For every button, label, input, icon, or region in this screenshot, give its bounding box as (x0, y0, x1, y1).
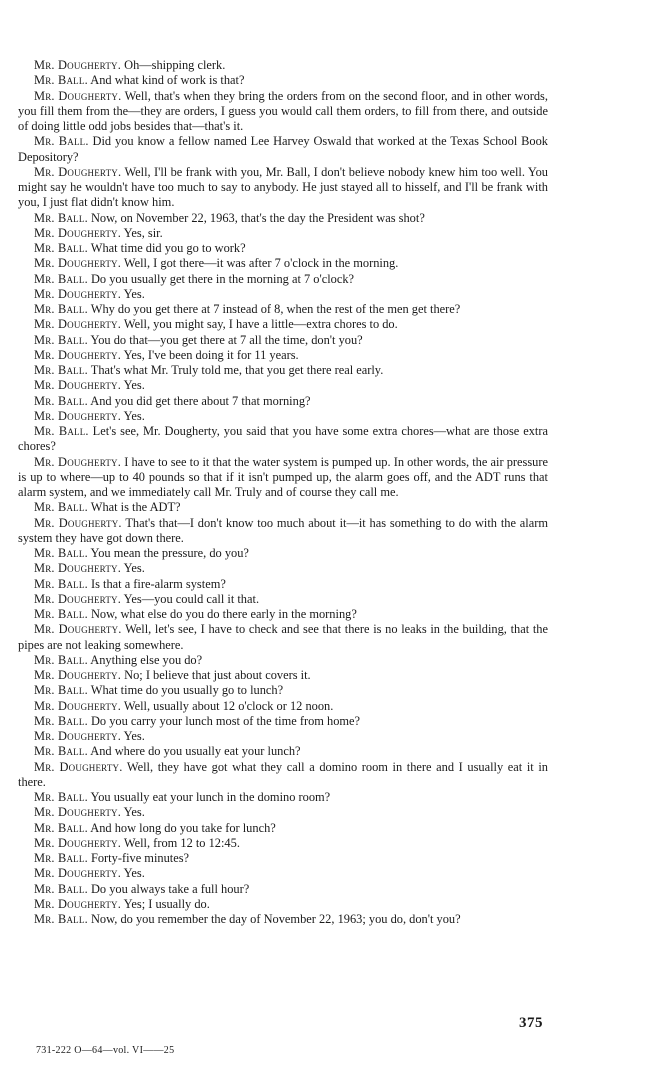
speech-text: Anything else you do? (87, 652, 203, 667)
testimony-paragraph (18, 699, 548, 714)
testimony-paragraph (18, 424, 548, 455)
testimony-paragraph (18, 668, 548, 683)
speech-text: What time do you usually go to lunch? (87, 683, 284, 698)
speaker-name: Mr. Ball. (34, 393, 88, 408)
testimony-paragraph (18, 241, 548, 256)
testimony-paragraph (18, 912, 548, 927)
speaker-name: Mr. Dougherty. (34, 561, 122, 576)
speaker-name: Mr. Ball. (34, 500, 88, 515)
speaker-name: Mr. Ball. (34, 607, 88, 621)
testimony-paragraph (18, 333, 548, 348)
speech-text: Well, that's when they bring the orders from on the second floor, and in other words, you fill them from the—they are orders, I guess you would call them orders, to fill from there, and outside of doing little odd jobs besides that—that's it. (18, 88, 548, 133)
speech-text: No; I believe that just about covers it. (121, 668, 311, 682)
testimony-paragraph (18, 165, 548, 211)
testimony-paragraph (18, 653, 548, 668)
testimony-paragraph (18, 58, 548, 73)
testimony-paragraph (18, 607, 548, 622)
speaker-name: Mr. Ball. (34, 546, 88, 560)
speaker-name: Mr. Ball. (34, 210, 88, 225)
speaker-name: Mr. Ball. (34, 851, 88, 865)
testimony-paragraph (18, 363, 548, 378)
speech-text: Do you carry your lunch most of the time from home? (87, 713, 361, 728)
testimony-paragraph (18, 836, 548, 851)
testimony-paragraph (18, 211, 548, 226)
speech-text: Now, do you remember the day of November 22, 1963; you do, don't you? (87, 912, 461, 926)
testimony-paragraph (18, 866, 548, 881)
speech-text: What is the ADT? (87, 500, 181, 515)
speech-text: Now, what else do you do there early in the morning? (87, 607, 357, 621)
speaker-name: Mr. Dougherty. (34, 58, 122, 72)
testimony-paragraph (18, 73, 548, 88)
speech-text: Yes. (121, 408, 145, 423)
footer-code: 731-222 O—64—vol. VI——25 (36, 1045, 175, 1056)
speech-text: Well, they have got what they call a domino room in there and I usually eat it in there. (18, 759, 548, 789)
speaker-name: Mr. Dougherty. (34, 622, 122, 637)
testimony-paragraph (18, 577, 548, 592)
speaker-name: Mr. Dougherty. (34, 729, 122, 743)
speaker-name: Mr. Ball. (34, 363, 88, 377)
speech-text: Well, let's see, I have to check and see that there is no leaks in the building, that the pipes are not leaking somewhere. (18, 622, 548, 652)
speaker-name: Mr. Dougherty. (34, 591, 122, 606)
testimony-paragraph (18, 882, 548, 897)
speaker-name: Mr. Ball. (34, 241, 88, 255)
speaker-name: Mr. Dougherty. (34, 408, 122, 423)
speaker-name: Mr. Ball. (34, 744, 88, 759)
testimony-paragraph (18, 287, 548, 302)
speech-text: Now, on November 22, 1963, that's the day the President was shot? (87, 210, 425, 225)
speech-text: Is that a fire-alarm system? (87, 576, 226, 591)
speech-text: Do you usually get there in the morning at 7 o'clock? (87, 271, 355, 286)
speaker-name: Mr. Ball. (34, 302, 88, 316)
testimony-paragraph (18, 805, 548, 820)
speaker-name: Mr. Ball. (34, 820, 88, 835)
speech-text: You do that—you get there at 7 all the time, don't you? (87, 332, 363, 347)
speaker-name: Mr. Ball. (34, 790, 88, 804)
testimony-paragraph (18, 714, 548, 729)
testimony-paragraph (18, 516, 548, 547)
speaker-name: Mr. Dougherty. (34, 88, 122, 103)
speaker-name: Mr. Ball. (34, 683, 88, 698)
testimony-paragraph (18, 317, 548, 332)
speaker-name: Mr. Ball. (34, 881, 88, 896)
speaker-name: Mr. Dougherty. (34, 668, 122, 682)
speaker-name: Mr. Dougherty. (34, 317, 122, 332)
testimony-paragraph (18, 744, 548, 759)
speaker-name: Mr. Ball. (34, 134, 89, 149)
testimony-paragraph (18, 561, 548, 576)
testimony-paragraph (18, 409, 548, 424)
testimony-paragraph (18, 897, 548, 912)
speech-text: And how long do you take for lunch? (87, 820, 276, 835)
testimony-paragraph (18, 89, 548, 135)
speaker-name: Mr. Ball. (34, 332, 88, 347)
speaker-name: Mr. Ball. (34, 576, 88, 591)
testimony-paragraph (18, 546, 548, 561)
speech-text: And what kind of work is that? (87, 73, 245, 88)
speaker-name: Mr. Ball. (34, 652, 88, 667)
speaker-name: Mr. Ball. (34, 713, 88, 728)
speech-text: Do you always take a full hour? (87, 881, 250, 896)
testimony-paragraph (18, 394, 548, 409)
testimony-paragraph (18, 226, 548, 241)
speaker-name: Mr. Ball. (34, 912, 88, 926)
speaker-name: Mr. Dougherty. (34, 698, 122, 713)
speaker-name: Mr. Dougherty. (34, 164, 122, 179)
speaker-name: Mr. Dougherty. (34, 225, 122, 240)
speaker-name: Mr. Ball. (34, 73, 88, 88)
speaker-name: Mr. Dougherty. (34, 378, 122, 393)
speech-text: Yes. (121, 378, 145, 393)
speech-text: Oh—shipping clerk. (121, 58, 226, 72)
testimony-paragraph (18, 272, 548, 287)
speech-text: I have to see to it that the water system is pumped up. In other words, the air pressure is up to where—up to 40 pounds so that if it isn't pumped up, the alarm goes off, and the ADT runs that alarm system, and we immediately call Mr. Truly and of course they call me. (18, 454, 548, 499)
testimony-paragraph (18, 683, 548, 698)
testimony-paragraph (18, 500, 548, 515)
speech-text: Let's see, Mr. Dougherty, you said that you have some extra chores—what are those extra chores? (18, 424, 548, 454)
testimony-paragraph (18, 821, 548, 836)
speech-text: That's what Mr. Truly told me, that you get there real early. (87, 363, 384, 377)
speaker-name: Mr. Ball. (34, 271, 88, 286)
speaker-name: Mr. Dougherty. (34, 454, 122, 469)
speech-text: What time did you go to work? (87, 241, 246, 255)
testimony-paragraph (18, 760, 548, 791)
speech-text: Well, you might say, I have a little—extra chores to do. (121, 317, 398, 332)
speech-text: Yes. (121, 805, 145, 820)
testimony-paragraph (18, 729, 548, 744)
speaker-name: Mr. Dougherty. (34, 347, 122, 362)
testimony-paragraph (18, 851, 548, 866)
speech-text: That's that—I don't know too much about it—it has something to do with the alarm system they have got down there. (18, 515, 548, 545)
speech-text: Well, I got there—it was after 7 o'clock in the morning. (121, 256, 399, 271)
speech-text: Well, from 12 to 12:45. (121, 835, 240, 850)
speech-text: Yes, sir. (121, 225, 163, 240)
speech-text: Did you know a fellow named Lee Harvey Oswald that worked at the Texas School Book Depository? (18, 134, 549, 164)
speaker-name: Mr. Dougherty. (34, 256, 122, 271)
speech-text: You usually eat your lunch in the domino room? (87, 790, 331, 804)
testimony-paragraph (18, 622, 548, 653)
speech-text: Why do you get there at 7 instead of 8, when the rest of the men get there? (87, 302, 461, 316)
speech-text: Yes. (121, 286, 145, 301)
speech-text: Yes. (121, 866, 145, 881)
speaker-name: Mr. Dougherty. (34, 286, 122, 301)
speech-text: You mean the pressure, do you? (87, 546, 249, 560)
testimony-paragraph (18, 134, 548, 165)
speech-text: Yes. (121, 729, 145, 743)
speech-text: Well, I'll be frank with you, Mr. Ball, I don't believe nobody knew him too well. You might say he wouldn't have too much to say to anybody. He just stayed all to hisself, and I'll be frank with you, I just flat didn't know him. (18, 164, 548, 210)
page-number: 375 (519, 1015, 543, 1031)
speech-text: And where do you usually eat your lunch? (87, 744, 301, 759)
speaker-name: Mr. Dougherty. (34, 866, 122, 881)
testimony-paragraph (18, 256, 548, 271)
testimony-paragraph (18, 790, 548, 805)
speaker-name: Mr. Ball. (34, 424, 89, 438)
speech-text: Yes; I usually do. (121, 896, 210, 911)
speech-text: Well, usually about 12 o'clock or 12 noon. (121, 698, 334, 713)
speech-text: And you did get there about 7 that morning? (87, 393, 311, 408)
testimony-paragraph (18, 378, 548, 393)
speech-text: Yes. (121, 561, 145, 576)
testimony-paragraph (18, 348, 548, 363)
speaker-name: Mr. Dougherty. (34, 835, 122, 850)
testimony-paragraph (18, 592, 548, 607)
testimony-text (18, 58, 548, 927)
speech-text: Yes—you could call it that. (121, 591, 260, 606)
speaker-name: Mr. Dougherty. (34, 896, 122, 911)
testimony-paragraph (18, 455, 548, 501)
speaker-name: Mr. Dougherty. (34, 805, 122, 820)
speaker-name: Mr. Dougherty. (34, 515, 122, 530)
speech-text: Forty-five minutes? (87, 851, 190, 865)
speech-text: Yes, I've been doing it for 11 years. (121, 347, 299, 362)
speaker-name: Mr. Dougherty. (34, 759, 123, 774)
testimony-paragraph (18, 302, 548, 317)
